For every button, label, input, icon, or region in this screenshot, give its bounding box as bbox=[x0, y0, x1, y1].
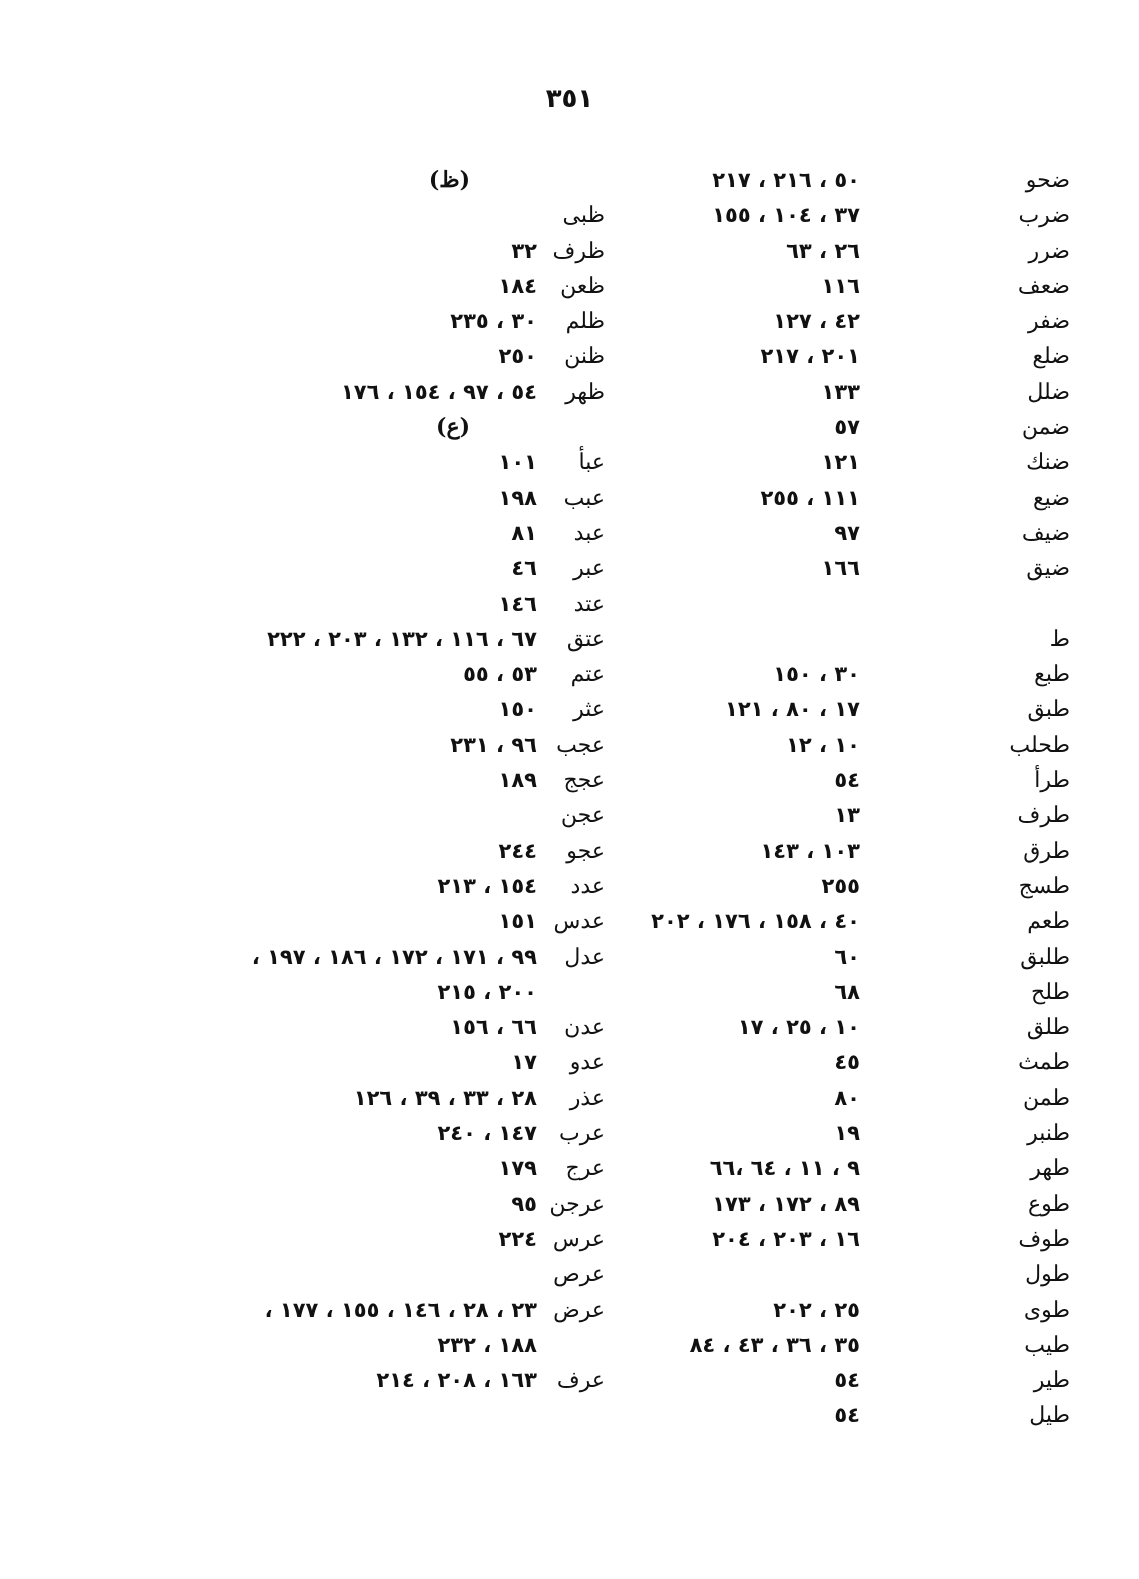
entry-root-word: طول bbox=[1025, 1262, 1070, 1288]
index-entry bbox=[125, 304, 605, 339]
index-entry bbox=[125, 1293, 605, 1328]
entry-page-refs: ١٦ ، ٢٠٣ ، ٢٠٤ bbox=[712, 1226, 860, 1251]
entry-page-refs: ٣٢ bbox=[511, 238, 537, 263]
entry-page-refs: ١١١ ، ٢٥٥ bbox=[760, 485, 860, 510]
entry-root-word: طرف bbox=[1017, 803, 1070, 829]
ta-section-heading bbox=[590, 622, 1070, 657]
entry-page-refs: ٥٤ bbox=[834, 768, 860, 793]
dad-entries bbox=[590, 163, 1070, 587]
ain-entries bbox=[125, 445, 605, 1398]
index-entry bbox=[590, 304, 1070, 339]
index-entry bbox=[125, 269, 605, 304]
index-entry bbox=[590, 869, 1070, 904]
entry-root-word: طبع bbox=[1034, 662, 1070, 688]
index-entry bbox=[590, 1116, 1070, 1151]
right-column bbox=[590, 163, 1070, 1434]
index-entry bbox=[125, 445, 605, 480]
entry-page-refs: ٢٠٠ ، ٢١٥ bbox=[437, 979, 537, 1004]
page-number: ٣٥١ bbox=[545, 84, 594, 114]
index-entry bbox=[590, 1010, 1070, 1045]
index-entry bbox=[125, 1222, 605, 1257]
entry-root-word: ضيق bbox=[1026, 556, 1070, 582]
entry-page-refs: ٥٠ ، ٢١٦ ، ٢١٧ bbox=[712, 168, 860, 192]
entry-root-word: عدن bbox=[564, 1015, 605, 1041]
index-entry bbox=[590, 834, 1070, 869]
entry-page-refs: ٢٣ ، ٢٨ ، ١٤٦ ، ١٥٥ ، ١٧٧ ، bbox=[264, 1297, 537, 1322]
entry-page-refs: ٦٦ ، ١٥٦ bbox=[450, 1015, 537, 1040]
entry-page-refs: ٣٠ ، ١٥٠ bbox=[773, 662, 860, 687]
left-column bbox=[125, 163, 605, 1398]
entry-page-refs: ٣٠ ، ٢٣٥ bbox=[450, 309, 537, 334]
entry-root-word: ظبى bbox=[562, 203, 605, 229]
entry-page-refs: ١٤٦ bbox=[498, 591, 537, 616]
index-entry bbox=[125, 798, 605, 833]
index-entry bbox=[590, 1257, 1070, 1292]
index-entry bbox=[125, 904, 605, 939]
entry-page-refs: ١٢١ bbox=[821, 450, 860, 475]
index-entry bbox=[590, 445, 1070, 480]
entry-root-word: طسج bbox=[1018, 873, 1070, 899]
entry-root-word: طلبق bbox=[1020, 944, 1070, 970]
entry-root-word: عرب bbox=[559, 1121, 605, 1147]
index-entry bbox=[590, 198, 1070, 233]
index-entry bbox=[590, 551, 1070, 586]
ta-heading-letter: ط bbox=[1049, 626, 1070, 652]
index-entry bbox=[590, 798, 1070, 833]
entry-root-word: طلح bbox=[1031, 979, 1070, 1005]
entry-root-word: طلق bbox=[1026, 1015, 1070, 1041]
entry-root-word: ضيع bbox=[1032, 485, 1070, 511]
index-entry bbox=[125, 940, 605, 975]
entry-page-refs: ٨١ bbox=[511, 520, 537, 545]
index-entry bbox=[125, 869, 605, 904]
entry-page-refs: ١٠٣ ، ١٤٣ bbox=[760, 838, 860, 863]
index-entry bbox=[590, 1398, 1070, 1433]
entry-page-refs: ١١٦ bbox=[821, 273, 860, 298]
entry-page-refs: ١٦٦ bbox=[821, 556, 860, 581]
entry-page-refs: ١٧٩ bbox=[498, 1156, 537, 1181]
entry-root-word: ظرف bbox=[552, 238, 605, 264]
index-entry bbox=[125, 339, 605, 374]
index-entry bbox=[125, 763, 605, 798]
entry-page-refs: ٣٥ ، ٣٦ ، ٤٣ ، ٨٤ bbox=[689, 1332, 860, 1357]
index-entry bbox=[590, 339, 1070, 374]
entry-page-refs: ٢٤٤ bbox=[498, 838, 537, 863]
entry-page-refs: ١٤٧ ، ٢٤٠ bbox=[437, 1121, 537, 1146]
entry-page-refs: ٦٨ bbox=[834, 979, 860, 1004]
entry-page-refs: ١٠ ، ١٢ bbox=[786, 732, 860, 757]
entry-page-refs: ١٥١ bbox=[498, 909, 537, 934]
entry-page-refs: ١٧ bbox=[511, 1050, 537, 1075]
index-entry bbox=[590, 375, 1070, 410]
entry-page-refs: ٤٥ bbox=[834, 1050, 860, 1075]
entry-page-refs: ١٦٣ ، ٢٠٨ ، ٢١٤ bbox=[376, 1368, 537, 1393]
entry-root-word: طبق bbox=[1027, 697, 1070, 723]
index-entry bbox=[590, 904, 1070, 939]
index-entry bbox=[590, 1328, 1070, 1363]
index-entry bbox=[590, 763, 1070, 798]
index-entry bbox=[125, 1116, 605, 1151]
entry-page-refs: ١٥٠ bbox=[498, 697, 537, 722]
entry-root-word: طهر bbox=[1030, 1156, 1070, 1182]
entry-root-word: ضيف bbox=[1021, 520, 1070, 546]
index-entry bbox=[125, 375, 605, 410]
index-entry bbox=[590, 1222, 1070, 1257]
entry-root-word: عرف bbox=[556, 1368, 605, 1394]
ain-section-heading bbox=[125, 410, 605, 445]
entry-root-word: ضلع bbox=[1032, 344, 1070, 370]
entry-root-word: ضعف bbox=[1017, 273, 1070, 299]
index-entry bbox=[125, 551, 605, 586]
index-entry bbox=[125, 834, 605, 869]
za-heading-letter: (ظ) bbox=[428, 167, 470, 193]
entry-root-word: عجب bbox=[556, 732, 605, 758]
entry-page-refs: ١٧ ، ٨٠ ، ١٢١ bbox=[725, 697, 860, 722]
entry-page-refs: ٤٠ ، ١٥٨ ، ١٧٦ ، ٢٠٢ bbox=[651, 909, 860, 934]
entry-root-word: عبأ bbox=[578, 450, 605, 476]
index-entry bbox=[590, 728, 1070, 763]
entry-root-word: عدو bbox=[569, 1050, 605, 1076]
entry-root-word: طمن bbox=[1023, 1085, 1070, 1111]
index-entry bbox=[590, 234, 1070, 269]
index-entry bbox=[125, 1363, 605, 1398]
entry-root-word: عتم bbox=[570, 662, 605, 688]
entry-root-word: طيل bbox=[1029, 1403, 1070, 1429]
entry-root-word: طوع bbox=[1027, 1191, 1070, 1217]
entry-root-word: عذر bbox=[569, 1085, 605, 1111]
entry-root-word: عتد bbox=[573, 591, 605, 617]
index-entry bbox=[125, 622, 605, 657]
entry-page-refs: ٩ ، ١١ ، ٦٤ ،٦٦ bbox=[709, 1156, 860, 1181]
index-entry bbox=[590, 481, 1070, 516]
entry-root-word: ضرب bbox=[1018, 203, 1070, 229]
entry-page-refs: ٢٢٤ bbox=[498, 1226, 537, 1251]
entry-root-word: طيب bbox=[1024, 1332, 1070, 1358]
entry-page-refs: ٨٠ bbox=[834, 1085, 860, 1110]
ta-entries bbox=[590, 657, 1070, 1434]
index-entry bbox=[590, 269, 1070, 304]
entry-page-refs: ٩٥ bbox=[511, 1191, 537, 1216]
entry-page-refs: ٢٥٥ bbox=[821, 873, 860, 898]
entry-page-refs: ١٨٩ bbox=[498, 768, 537, 793]
entry-page-refs: ١٣ bbox=[834, 803, 860, 828]
entry-root-word: عرص bbox=[553, 1262, 605, 1288]
entry-page-refs: ٦٠ bbox=[834, 944, 860, 969]
entry-root-word: طمث bbox=[1018, 1050, 1070, 1076]
entry-root-word: عبد bbox=[573, 520, 605, 546]
entry-root-word: عجن bbox=[560, 803, 605, 829]
entry-root-word: عدل bbox=[564, 944, 605, 970]
entry-root-word: ضمن bbox=[1021, 415, 1070, 441]
entry-page-refs: ١٥٤ ، ٢١٣ bbox=[437, 873, 537, 898]
entry-page-refs: ١٣٣ bbox=[821, 379, 860, 404]
index-entry bbox=[125, 1328, 605, 1363]
entry-root-word: عبب bbox=[563, 485, 605, 511]
entry-page-refs: ٥٤ bbox=[834, 1403, 860, 1428]
entry-root-word: عرس bbox=[552, 1226, 605, 1252]
entry-root-word: ظهر bbox=[565, 379, 605, 405]
entry-root-word: عجو bbox=[566, 838, 605, 864]
ain-heading-letter: (ع) bbox=[436, 414, 470, 441]
entry-root-word: عدس bbox=[553, 909, 605, 935]
entry-root-word: عدد bbox=[570, 873, 605, 899]
entry-page-refs: ٩٧ bbox=[834, 520, 860, 545]
entry-root-word: عرجن bbox=[549, 1191, 605, 1217]
index-entry bbox=[125, 1010, 605, 1045]
index-entry bbox=[590, 1151, 1070, 1186]
entry-root-word: ضنك bbox=[1026, 450, 1070, 476]
entry-root-word: طوف bbox=[1018, 1226, 1070, 1252]
entry-root-word: ضلل bbox=[1027, 379, 1070, 405]
entry-page-refs: ٨٩ ، ١٧٢ ، ١٧٣ bbox=[712, 1191, 860, 1216]
entry-page-refs: ٩٩ ، ١٧١ ، ١٧٢ ، ١٨٦ ، ١٩٧ ، bbox=[251, 944, 537, 969]
entry-page-refs: ٤٦ bbox=[511, 556, 537, 581]
index-entry bbox=[590, 657, 1070, 692]
entry-page-refs: ٦٧ ، ١١٦ ، ١٣٢ ، ٢٠٣ ، ٢٢٢ bbox=[267, 626, 537, 651]
entry-page-refs: ٢٠١ ، ٢١٧ bbox=[760, 344, 860, 369]
entry-root-word: ظلم bbox=[565, 309, 605, 335]
index-entry bbox=[590, 975, 1070, 1010]
entry-root-word: ظنن bbox=[564, 344, 605, 370]
entry-page-refs: ١٠ ، ٢٥ ، ١٧ bbox=[737, 1015, 860, 1040]
entry-page-refs: ٢٥ ، ٢٠٢ bbox=[773, 1297, 860, 1322]
entry-page-refs: ١٨٤ bbox=[498, 273, 537, 298]
entry-page-refs: ٢٨ ، ٣٣ ، ٣٩ ، ١٢٦ bbox=[353, 1085, 537, 1110]
index-entry bbox=[590, 1045, 1070, 1080]
index-entry bbox=[125, 975, 605, 1010]
entry-page-refs: ٤٢ ، ١٢٧ bbox=[773, 309, 860, 334]
entry-page-refs: ٥٧ bbox=[834, 415, 860, 440]
entry-root-word: طوى bbox=[1023, 1297, 1070, 1323]
index-entry bbox=[125, 587, 605, 622]
index-entry bbox=[590, 1293, 1070, 1328]
entry-page-refs: ٥٤ ، ٩٧ ، ١٥٤ ، ١٧٦ bbox=[340, 379, 537, 404]
entry-root-word: عرض bbox=[553, 1297, 605, 1323]
index-entry bbox=[125, 692, 605, 727]
entry-page-refs: ٥٣ ، ٥٥ bbox=[463, 662, 537, 687]
entry-root-word: ضفر bbox=[1028, 309, 1070, 335]
index-entry bbox=[125, 516, 605, 551]
entry-root-word: طرق bbox=[1023, 838, 1070, 864]
index-entry bbox=[590, 940, 1070, 975]
index-entry bbox=[125, 728, 605, 763]
index-entry bbox=[590, 1081, 1070, 1116]
entry-root-word: عرج bbox=[565, 1156, 605, 1182]
index-entry bbox=[590, 692, 1070, 727]
entry-root-word: عتق bbox=[566, 626, 605, 652]
za-entries bbox=[125, 198, 605, 410]
entry-root-word: ضحو bbox=[1025, 168, 1070, 193]
entry-root-word: ضرر bbox=[1028, 238, 1070, 264]
entry-page-refs: ١٠١ bbox=[498, 450, 537, 475]
index-entry bbox=[590, 163, 1070, 198]
entry-root-word: طنبر bbox=[1027, 1121, 1070, 1147]
entry-root-word: طرأ bbox=[1034, 768, 1070, 794]
index-entry bbox=[590, 410, 1070, 445]
entry-page-refs: ٢٦ ، ٦٣ bbox=[786, 238, 860, 263]
index-entry bbox=[125, 1045, 605, 1080]
entry-root-word: عبر bbox=[573, 556, 605, 582]
entry-root-word: عثر bbox=[573, 697, 605, 723]
entry-page-refs: ٥٤ bbox=[834, 1368, 860, 1393]
entry-page-refs: ٣٧ ، ١٠٤ ، ١٥٥ bbox=[712, 203, 860, 228]
entry-root-word: طعم bbox=[1027, 909, 1070, 935]
index-entry bbox=[590, 1187, 1070, 1222]
index-entry bbox=[125, 1257, 605, 1292]
index-entry bbox=[125, 1151, 605, 1186]
entry-root-word: ظعن bbox=[560, 273, 605, 299]
index-entry bbox=[125, 234, 605, 269]
entry-root-word: طحلب bbox=[1009, 732, 1070, 758]
index-entry bbox=[125, 1081, 605, 1116]
index-entry bbox=[590, 516, 1070, 551]
entry-page-refs: ١٨٨ ، ٢٣٢ bbox=[437, 1332, 537, 1357]
entry-page-refs: ١٩٨ bbox=[498, 485, 537, 510]
entry-page-refs: ٢٥٠ bbox=[498, 344, 537, 369]
za-section-heading bbox=[125, 163, 605, 198]
index-entry bbox=[590, 1363, 1070, 1398]
index-entry bbox=[125, 481, 605, 516]
index-entry bbox=[125, 657, 605, 692]
entry-page-refs: ٩٦ ، ٢٣١ bbox=[450, 732, 537, 757]
entry-page-refs: ١٩ bbox=[834, 1121, 860, 1146]
index-entry bbox=[125, 1187, 605, 1222]
entry-root-word: عجج bbox=[563, 768, 605, 794]
index-entry bbox=[125, 198, 605, 233]
entry-root-word: طير bbox=[1033, 1368, 1070, 1394]
